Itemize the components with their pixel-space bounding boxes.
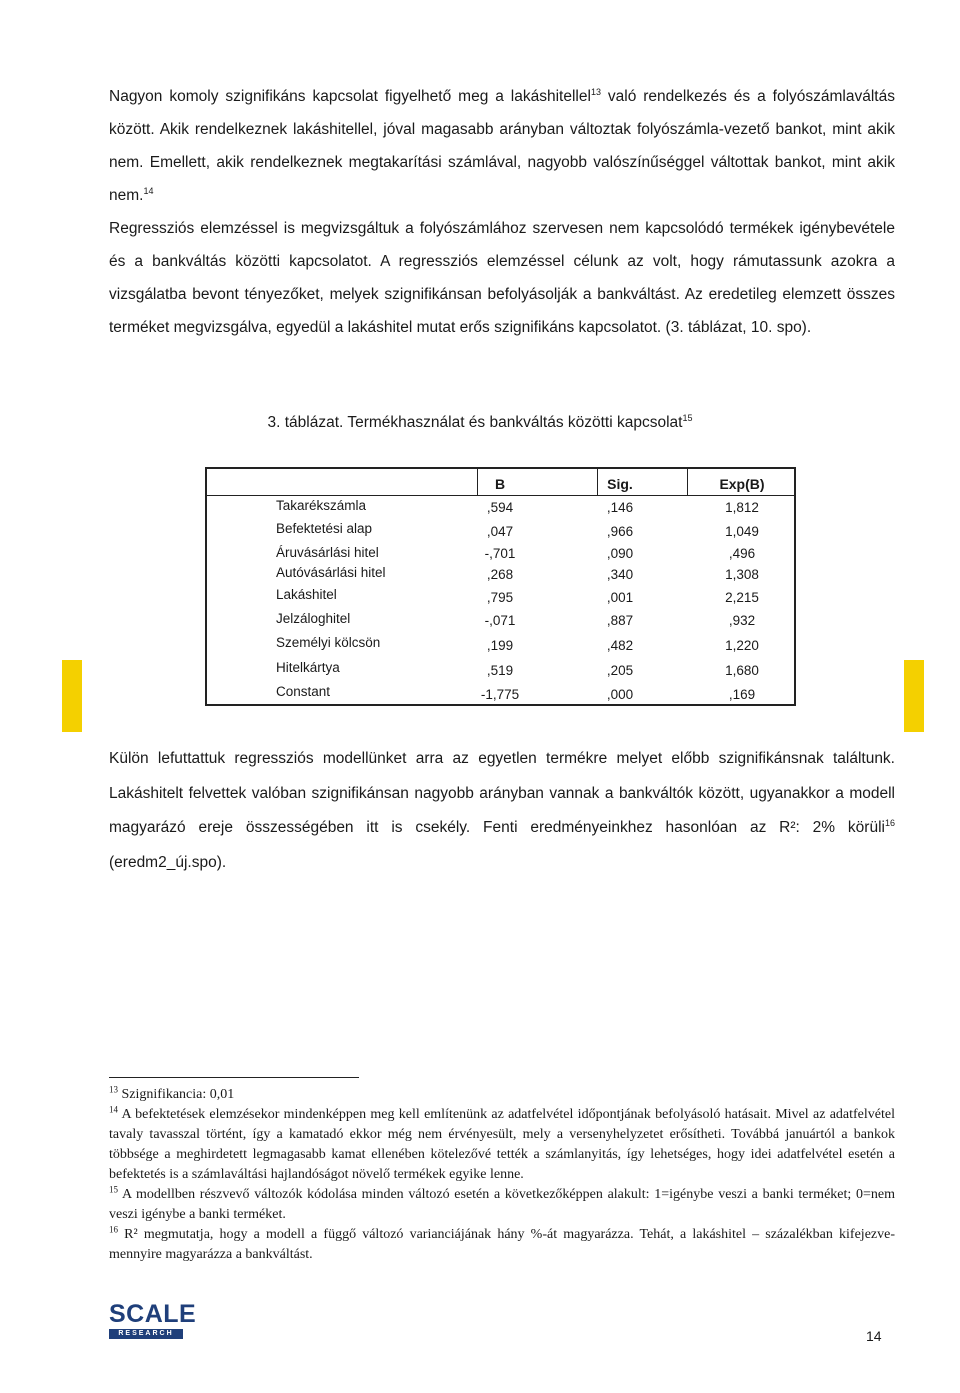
cell-expb: ,169 [728,687,756,702]
paragraph-intro-text-1: Nagyon komoly szignifikáns kapcsolat figyelhető meg a lakáshitellel [109,88,591,105]
row-label: Áruvásárlási hitel [276,545,379,560]
cell-expb: ,932 [728,613,756,628]
footnote-number: 14 [109,1104,118,1115]
paragraph-single-model-text-2: (eredm2_új.spo). [109,853,227,871]
cell-b: ,795 [486,590,514,605]
cell-expb: ,496 [728,546,756,561]
yellow-margin-bar-left [62,660,82,732]
cell-sig: ,482 [606,638,634,653]
row-label: Takarékszámla [276,498,367,513]
footnote-text: R² megmutatja, hogy a modell a függő változó varianciájának hány %-át magyarázza. Tehát, a lakáshitel – százalékban kifejezve- mennyire magyarázza a bankváltást. [109,1227,895,1262]
table-caption-number: 3. táblázat. [267,414,344,431]
page-number: 14 [866,1328,882,1344]
cell-sig: ,001 [606,590,634,605]
row-label: Constant [276,684,331,699]
paragraph-regression: Regressziós elemzéssel is megvizsgáltuk a folyószámlához szervesen nem kapcsolódó termékek igénybevétele és a bankváltás közötti kapcsolatot. A regressziós elemzéssel célunk az volt, hogy rámutassunk azokra a vizsgálatba bevont tényezőket, melyek szignifikánsan befolyásolják a bankváltást. Az eredetileg elemzett összes terméket megvizsgálva, egyedül a lakáshitel mutat erős szignifikáns kapcsolatot. (3. táblázat, 10. spo). [109,220,895,336]
logo-wordmark: SCALE [109,1300,197,1328]
footnote-text: A befektetések elemzésekor mindenképpen meg kell említenünk az adatfelvétel időpontjának befolyásoló hatásait. Mivel az adatfelvétel tavaly tavasszal történt, így a kamatadó ekkor még nem érvényesült, mely a versenyhelyzetet erősítheti. Továbbá januártól a bankok többsége a meghirdetett legmagasabb kamat ellenében kötelezővé tették a számlanyitás, így lehetséges, hogy idei adatfelvétel esetén a befektetés is a számlaváltási hajlandóságot növelő termékek egyike lenne. [109,1107,895,1182]
paragraph-single-model [109,742,895,880]
cell-sig: ,205 [606,663,634,678]
cell-b: ,268 [486,567,514,582]
row-label: Hitelkártya [276,660,340,675]
footnote-15 [109,1185,895,1225]
cell-expb: 1,680 [725,663,759,678]
cell-b: ,047 [486,524,514,539]
paragraph-intro [109,80,895,212]
table-caption [0,414,960,432]
row-label: Jelzáloghitel [276,611,351,626]
cell-b: -,071 [484,613,516,628]
footnote-16 [109,1225,895,1265]
cell-expb: 1,220 [725,638,759,653]
cell-expb: 1,812 [725,500,759,515]
footnotes [109,1085,895,1265]
footnote-13 [109,1085,895,1105]
footnote-14 [109,1105,895,1185]
cell-expb: 1,308 [725,567,759,582]
yellow-margin-bar-right [904,660,924,732]
cell-b: ,199 [486,638,514,653]
cell-b: ,594 [486,500,514,515]
logo-subtitle: RESEARCH [109,1329,183,1339]
cell-sig: ,340 [606,567,634,582]
column-header-expb: Exp(B) [719,476,765,492]
row-label: Befektetési alap [276,521,373,536]
column-header-sig: Sig. [607,476,633,492]
cell-sig: ,090 [606,546,634,561]
cell-expb: 2,215 [725,590,759,605]
paragraph-intro-text-2: való rendelkezés és a folyószámlaváltás között. Akik rendelkeznek lakáshitellel, jóval magasabb arányban változtak folyószámla-vezető bankot, mint akik nem. Emellett, akik rendelkeznek megtakarítási számlával, nagyobb valószínűséggel váltottak bankot, mint akik nem. [109,88,895,204]
cell-b: ,519 [486,663,514,678]
table-caption-title: Termékhasználat és bankváltás közötti kapcsolat [347,414,683,431]
cell-b: -,701 [484,546,516,561]
footnote-ref-16[interactable]: 16 [884,817,895,828]
footnote-number: 16 [109,1224,118,1235]
row-label: Lakáshitel [276,587,337,602]
cell-b: -1,775 [480,687,520,702]
cell-expb: 1,049 [725,524,759,539]
scale-research-logo [109,1300,197,1339]
footnote-ref-15[interactable]: 15 [682,412,693,423]
cell-sig: ,000 [606,687,634,702]
footnote-number: 15 [109,1184,118,1195]
row-label: Személyi kölcsön [276,635,381,650]
cell-sig: ,887 [606,613,634,628]
row-label: Autóvásárlási hitel [276,565,386,580]
footnote-text: Szignifikancia: 0,01 [118,1087,235,1102]
footnote-separator [109,1077,359,1078]
paragraph-single-model-text-1: Külön lefuttattuk regressziós modellünket arra az egyetlen termékre melyet előbb szignifikánsnak találtunk. Lakáshitelt felvettek valóban szignifikánsan nagyobb arányban vannak a bankváltók között, ugyanakkor a modell magyarázó ereje összességében itt is csekély. Fenti eredményeinkhez hasonlóan az R²: 2% körüli [109,750,895,836]
table-header-separator [687,469,688,495]
footnote-ref-14[interactable]: 14 [143,185,154,196]
table-header-divider [207,495,794,496]
footnote-text: A modellben részvevő változók kódolása minden változó esetén a következőképpen alakult: 1=igénybe veszi a banki terméket; 0=nem veszi igénybe a banki terméket. [109,1187,895,1222]
footnote-ref-13[interactable]: 13 [590,86,601,97]
cell-sig: ,146 [606,500,634,515]
column-header-b: B [494,476,506,492]
cell-sig: ,966 [606,524,634,539]
regression-table [205,467,796,706]
footnote-number: 13 [109,1084,118,1095]
